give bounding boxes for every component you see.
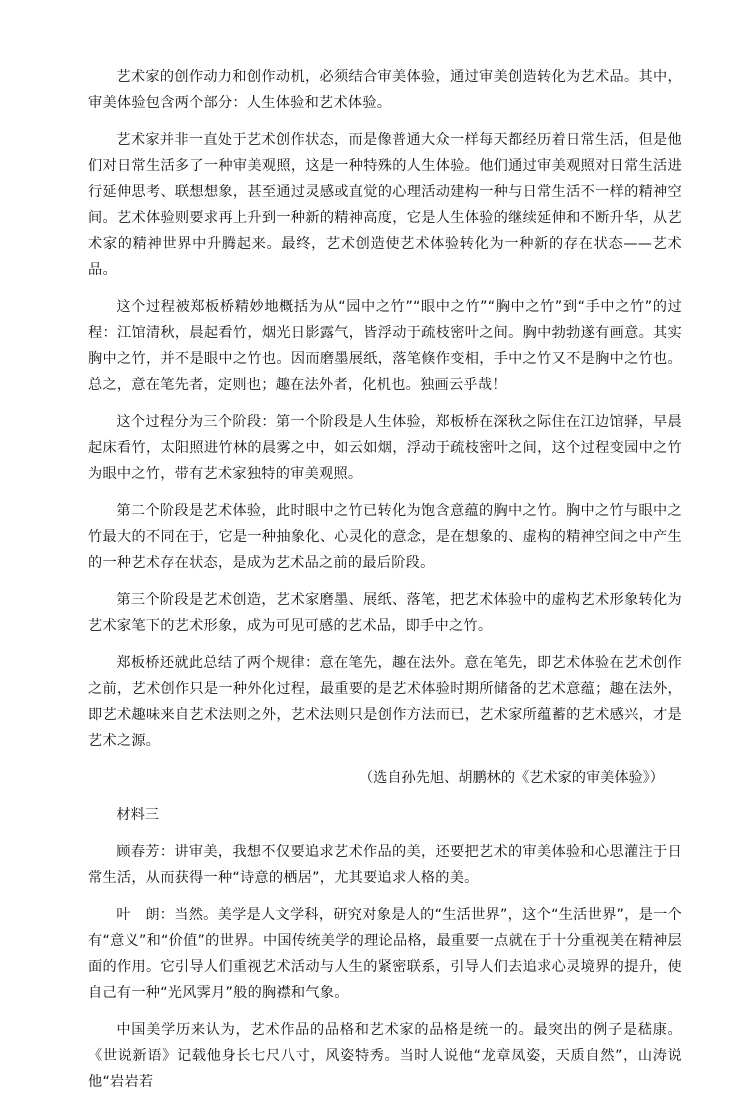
paragraph-zheng-banqiao-quote: 这个过程被郑板桥精妙地概括为从“园中之竹”“眼中之竹”“胸中之竹”到“手中之竹”的过程：江馆清秋，晨起看竹，烟光日影露气，皆浮动于疏枝密叶之间。胸中勃勃遂有画意。其实胸中之竹，并不是眼中之竹也。因而磨墨展纸，落笔倏作变相，手中之竹又不是胸中之竹也。总之，意在笔先者，定则也；趣在法外者，化机也。独画云乎哉！	[88, 299, 682, 393]
paragraph-intro: 艺术家的创作动力和创作动机，必须结合审美体验，通过审美创造转化为艺术品。其中，审美体验包含两个部分：人生体验和艺术体验。	[88, 69, 682, 111]
source-citation: （选自孙先旭、胡鹏林的《艺术家的审美体验》）	[358, 770, 664, 786]
paragraph-stage-one: 这个过程分为三个阶段：第一个阶段是人生体验，郑板桥在深秋之际住在江边馆驿，早晨起床看竹，太阳照进竹林的晨雾之中，如云如烟，浮动于疏枝密叶之间，这个过程变园中之竹为眼中之竹，带有艺术家独特的审美观照。	[88, 414, 682, 482]
paragraph-stage-three: 第三个阶段是艺术创造，艺术家磨墨、展纸、落笔，把艺术体验中的虚构艺术形象转化为艺术家笔下的艺术形象，成为可见可感的艺术品，即手中之竹。	[88, 592, 682, 634]
paragraph-gu-chunfang: 顾春芳：讲审美，我想不仅要追求艺术作品的美，还要把艺术的审美体验和心思灌注于日常生活，从而获得一种“诗意的栖居”，尤其要追求人格的美。	[88, 844, 682, 886]
section-title: 材料三	[116, 807, 159, 823]
paragraph-life-experience: 艺术家并非一直处于艺术创作状态，而是像普通大众一样每天都经历着日常生活，但是他们对日常生活多了一种审美观照，这是一种特殊的人生体验。他们通过审美观照对日常生活进行延伸思考、联想想象，甚至通过灵感或直觉的心理活动建构一种与日常生活不一样的精神空间。艺术体验则要求再上升到一种新的精神高度，它是人生体验的继续延伸和不断升华，从艺术家的精神世界中升腾起来。最终，艺术创造使艺术体验转化为一种新的存在状态——艺术品。	[88, 132, 682, 278]
paragraph-ji-kang: 中国美学历来认为，艺术作品的品格和艺术家的品格是统一的。最突出的例子是嵇康。《世说新语》记载他身长七尺八寸，风姿特秀。当时人说他“龙章凤姿，天质自然”，山涛说他“岩岩若	[88, 1022, 682, 1090]
paragraph-two-rules: 郑板桥还就此总结了两个规律：意在笔先，趣在法外。意在笔先，即艺术体验在艺术创作之前，艺术创作只是一种外化过程，最重要的是艺术体验时期所储备的艺术意蕴；趣在法外，即艺术趣味来自艺术法则之外，艺术法则只是创作方法而已，艺术家所蕴蓄的艺术感兴，才是艺术之源。	[88, 655, 682, 749]
paragraph-ye-lang: 叶 朗：当然。美学是人文学科，研究对象是人的“生活世界”，这个“生活世界”，是一个有“意义”和“价值”的世界。中国传统美学的理论品格，最重要一点就在于十分重视美在精神层面的作用。它引导人们重视艺术活动与人生的紧密联系，引导人们去追求心灵境界的提升，使自己有一种“光风霁月”般的胸襟和气象。	[88, 907, 682, 1001]
paragraph-stage-two: 第二个阶段是艺术体验，此时眼中之竹已转化为饱含意蕴的胸中之竹。胸中之竹与眼中之竹最大的不同在于，它是一种抽象化、心灵化的意念，是在想象的、虚构的精神空间之中产生的一种艺术存在状态，是成为艺术品之前的最后阶段。	[88, 503, 682, 571]
